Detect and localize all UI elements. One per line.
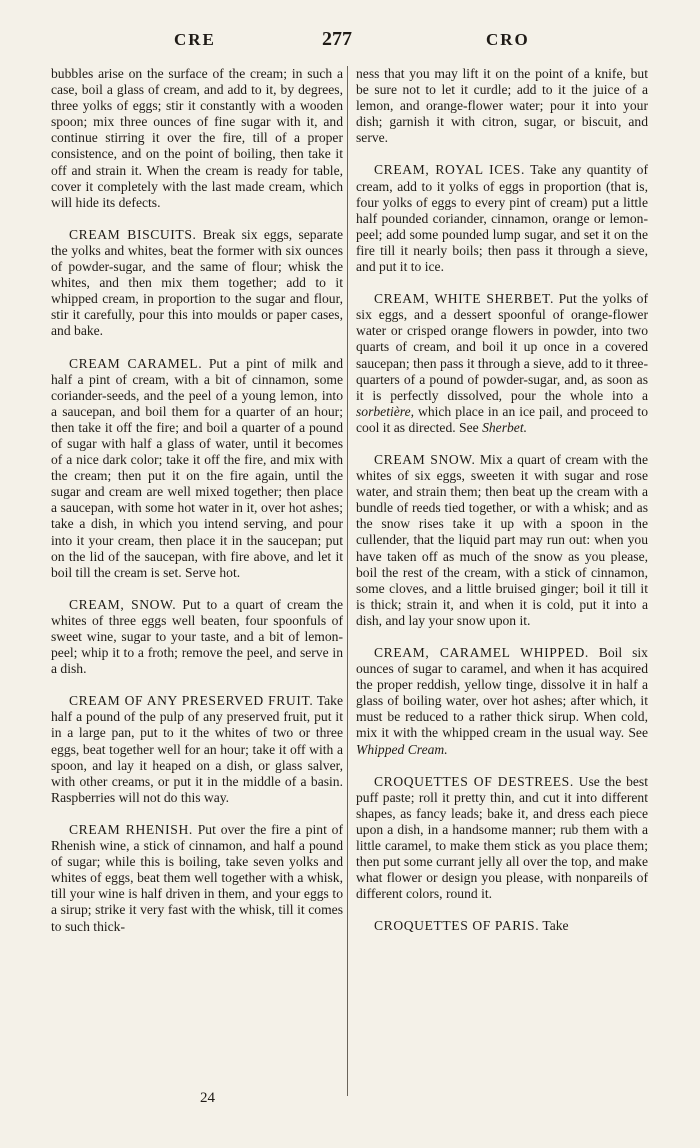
entry-cream-rhenish [51,822,343,935]
entry-text: Put a pint of milk and half a pint of cream, with a bit of cinnamon, some coriander-seeds, and the peel of a young lemon, into a saucepan, and boil them for a quarter of an hour; then take it off the fire; and boil a quarter of a pound of sugar with half a glass of water, until it becomes of a nice dark color; take it off the fire, and mix with the cream; then put it on the fire again, until the sugar and cream are well mixed together; then place a saucepan, with some hot water in it, over hot ashes; take a dish, in which you intend serving, and pour into it your cream, then place it in the saucepan; put on the lid of the saucepan, with fire above, and let it boil till the cream is set. Serve hot. [51,355,343,580]
entry-text-2: which place in an ice pail, and proceed to cool it as directed. See [356,403,648,435]
entry-cream-preserved-fruit [51,693,343,806]
entry-heading: CREAM RHENISH. [69,821,193,837]
entry-text: ness that you may lift it on the point of a knife, but be sure not to let it curdle; add to it the juice of a lemon, and orange-flower water; pour it into your dish; garnish it with citron, sugar, or biscuit, and serve. [356,66,648,146]
entry-text: Take any quantity of cream, add to it yolks of eggs in proportion (that is, four yolks of eggs to every pint of cream) put a little half pounded coriander, cinnamon, orange or lemon-peel; add some pounded lump sugar, and set it on the fire till it nearly boils; then pass it through a sieve, and put it to ice. [356,162,648,275]
entry-text: Boil six ounces of sugar to caramel, and when it has acquired the proper reddish, yellow tinge, dissolve it in half a glass of boiling water, over hot ashes; after which, it must be reduced to a rather thick sirup. When cold, mix it with the whipped cream in the usual way. See [356,645,648,741]
entry-heading: CREAM BISCUITS. [69,226,197,242]
entry-heading: CREAM OF ANY PRESERVED FRUIT. [69,693,314,709]
entry-text: Take half a pound of the pulp of any preserved fruit, put it in a large pan, put to it the whites of two or three eggs, beat together well for an hour; take it off with a spoon, and lay it heaped on a dish, or glass salver, with other creams, or put it in the middle of a basin. Raspberries will not do this way. [51,693,343,805]
entry-text: Take [542,918,569,934]
entry-heading: CREAM, CARAMEL WHIPPED. [374,645,589,660]
entry-text: Break six eggs, separate the yolks and whites, beat the former with six ounces of powder-sugar, and the same of flour; whisk the whites, and then mix them together; add to it whipped cream, in proportion to the sugar and flour, stir it carefully, pour this into moulds or paper cases, and bake. [51,226,343,339]
entry-heading: CREAM, WHITE SHERBET. [374,291,554,307]
entry-italic: sorbetière, [356,403,415,419]
entry-cream-royal-ices [356,162,648,275]
left-column [51,66,343,951]
page-number: 277 [322,28,352,50]
entry-cream-snow-2 [356,452,648,629]
entry-croquettes-destrees [356,774,648,903]
entry-continued [51,66,343,211]
entry-text: Use the best puff paste; roll it pretty thin, and cut it into different shapes, as fancy leads; bake it, and dress each piece upon a dish, in a handsome manner; rub them with a little caramel, to make them stick as you place them; then put some currant jelly all over the top, and make what flower or design you please, with nonpareils of different colors, round it. [356,773,648,902]
entry-heading: CREAM CARAMEL. [69,355,203,371]
entry-text: bubbles arise on the surface of the cream; in such a case, boil a glass of cream, and add to it, by degrees, three yolks of eggs; stir it constantly with a wooden spoon; mix three ounces of fine sugar with it, and continue stirring it over the fire, till of a proper consistence, and on the point of boiling, then take it off and strain it. When the cream is ready for table, cover it completely with the last made cream, which will hide its defects. [51,66,343,210]
signature-mark: 24 [200,1090,215,1106]
running-head-right: CRO [486,30,530,49]
entry-cream-white-sherbet [356,291,648,436]
entry-cream-caramel-whipped [356,645,648,758]
entry-text: Mix a quart of cream with the whites of six eggs, sweeten it with sugar and rose water, and strain them; then beat up the cream with a bundle of reeds tied together, or with a whisk; and as the snow rises take it up with a spoon in the cullender, that the liquid part may run out: when you have taken off as much of the snow as you please, boil the rest of the cream, with a stick of cinnamon, some cloves, and a little bruised ginger; boil it till it is thick; strain it, and when it is cold, put it into a dish, and lay your snow upon it. [356,451,648,628]
entry-heading: CREAM, SNOW. [69,596,177,612]
entry-italic: Whipped Cream. [356,741,448,757]
entry-text: Put the yolks of six eggs, and a dessert spoonful of orange-flower water or crisped orange flowers in powder, into two quarts of cream, and boil it up once in a covered saucepan; then pass it through a sieve, add to it three-quarters of a pound of powder-sugar, and, as soon as it is perfectly dissolved, pour the whole into a [356,291,649,403]
entry-cream-caramel [51,356,343,581]
entry-cream-biscuits [51,227,343,340]
entry-heading: CREAM SNOW. [374,451,476,467]
entry-text: Put to a quart of cream the whites of three eggs well beaten, four spoonfuls of sweet wine, sugar to your taste, and a bit of lemon-peel; whip it to a froth; remove the peel, and serve in a dish. [51,596,343,677]
entry-heading: CROQUETTES OF PARIS. [374,918,540,934]
column-rule [347,66,348,1096]
entry-cream-snow-1 [51,597,343,677]
entry-heading: CROQUETTES OF DESTREES. [374,773,574,789]
running-head [0,30,700,58]
running-head-left: CRE [174,30,216,49]
entry-text: Put over the fire a pint of Rhenish wine, a stick of cinnamon, and half a pound of sugar; while this is boiling, take seven yolks and whites of eggs, beat them well together with a whisk, till your wine is half driven in them, and your eggs to a sirup; strike it very fast with the whisk, till it comes to such thick- [51,821,344,934]
entry-croquettes-paris [356,918,648,934]
entry-italic-2: Sherbet. [482,419,528,435]
entry-continued [356,66,648,146]
entry-heading: CREAM, ROYAL ICES. [374,162,525,178]
right-column [356,66,648,951]
